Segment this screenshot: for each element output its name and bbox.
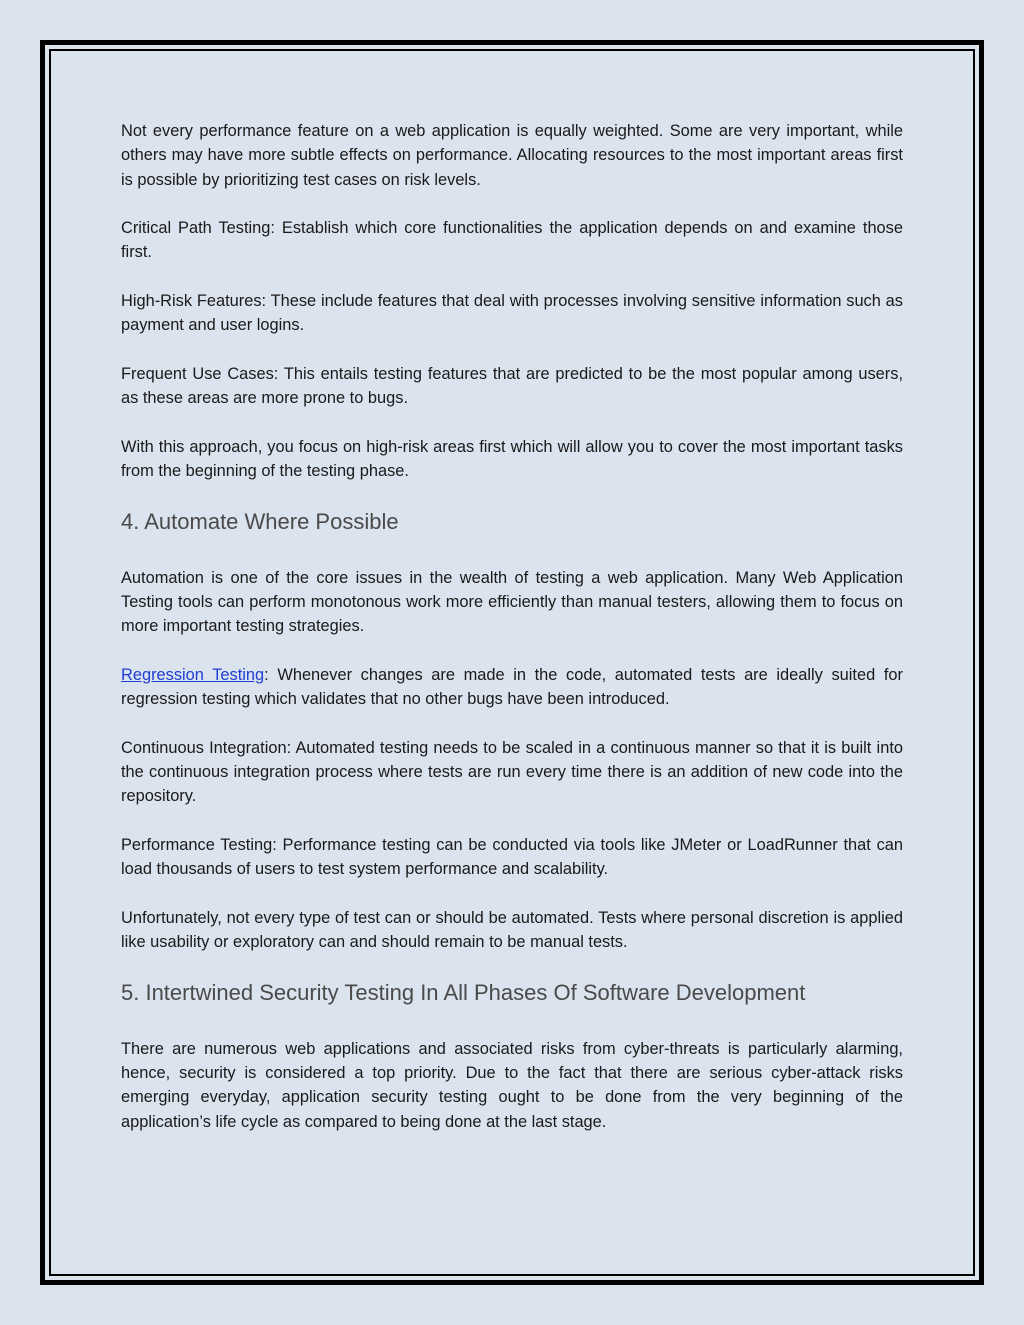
document-content — [121, 119, 903, 1158]
paragraph-critical-path: Critical Path Testing: Establish which core functionalities the application depends on and examine those first. — [121, 219, 903, 262]
section-4-heading: 4. Automate Where Possible — [121, 508, 399, 534]
paragraph-security: There are numerous web applications and associated risks from cyber-threats is particularly alarming, hence, security is considered a top priority. Due to the fact that there are serious cyber-attack risks emerging everyday, application security testing ought to be done from the very beginning of the application’s life cycle as compared to being done at the last stage. — [121, 1039, 903, 1131]
section-5-heading: 5. Intertwined Security Testing In All Phases Of Software Development — [121, 979, 806, 1005]
paragraph-regression — [121, 663, 903, 712]
regression-text: : Whenever changes are made in the code, automated tests are ideally suited for regression testing which validates that no other bugs have been introduced. — [121, 665, 903, 709]
paragraph-approach: With this approach, you focus on high-risk areas first which will allow you to cover the most important tasks from the beginning of the testing phase. — [121, 437, 903, 481]
paragraph-continuous-integration: Continuous Integration: Automated testing needs to be scaled in a continuous manner so that it is built into the continuous integration process where tests are run every time there is an addition of new code into the repository. — [121, 738, 903, 806]
paragraph-performance-testing: Performance Testing: Performance testing can be conducted via tools like JMeter or LoadRunner that can load thousands of users to test system performance and scalability. — [121, 836, 903, 879]
regression-testing-link[interactable]: Regression Testing — [121, 665, 265, 684]
paragraph-high-risk: High-Risk Features: These include features that deal with processes involving sensitive information such as payment and user logins. — [121, 292, 903, 335]
paragraph-frequent-use: Frequent Use Cases: This entails testing features that are predicted to be the most popular among users, as these areas are more prone to bugs. — [121, 364, 903, 408]
paragraph-prioritization: Not every performance feature on a web application is equally weighted. Some are very important, while others may have more subtle effects on performance. Allocating resources to the most important areas first is possible by prioritizing test cases on risk levels. — [121, 122, 903, 189]
paragraph-unfortunately: Unfortunately, not every type of test can or should be automated. Tests where personal discretion is applied like usability or exploratory can and should remain to be manual tests. — [121, 908, 903, 952]
paragraph-automation-intro: Automation is one of the core issues in the wealth of testing a web application. Many Web Application Testing tools can perform monotonous work more efficiently than manual testers, allowing them to focus on more important testing strategies. — [121, 568, 903, 636]
